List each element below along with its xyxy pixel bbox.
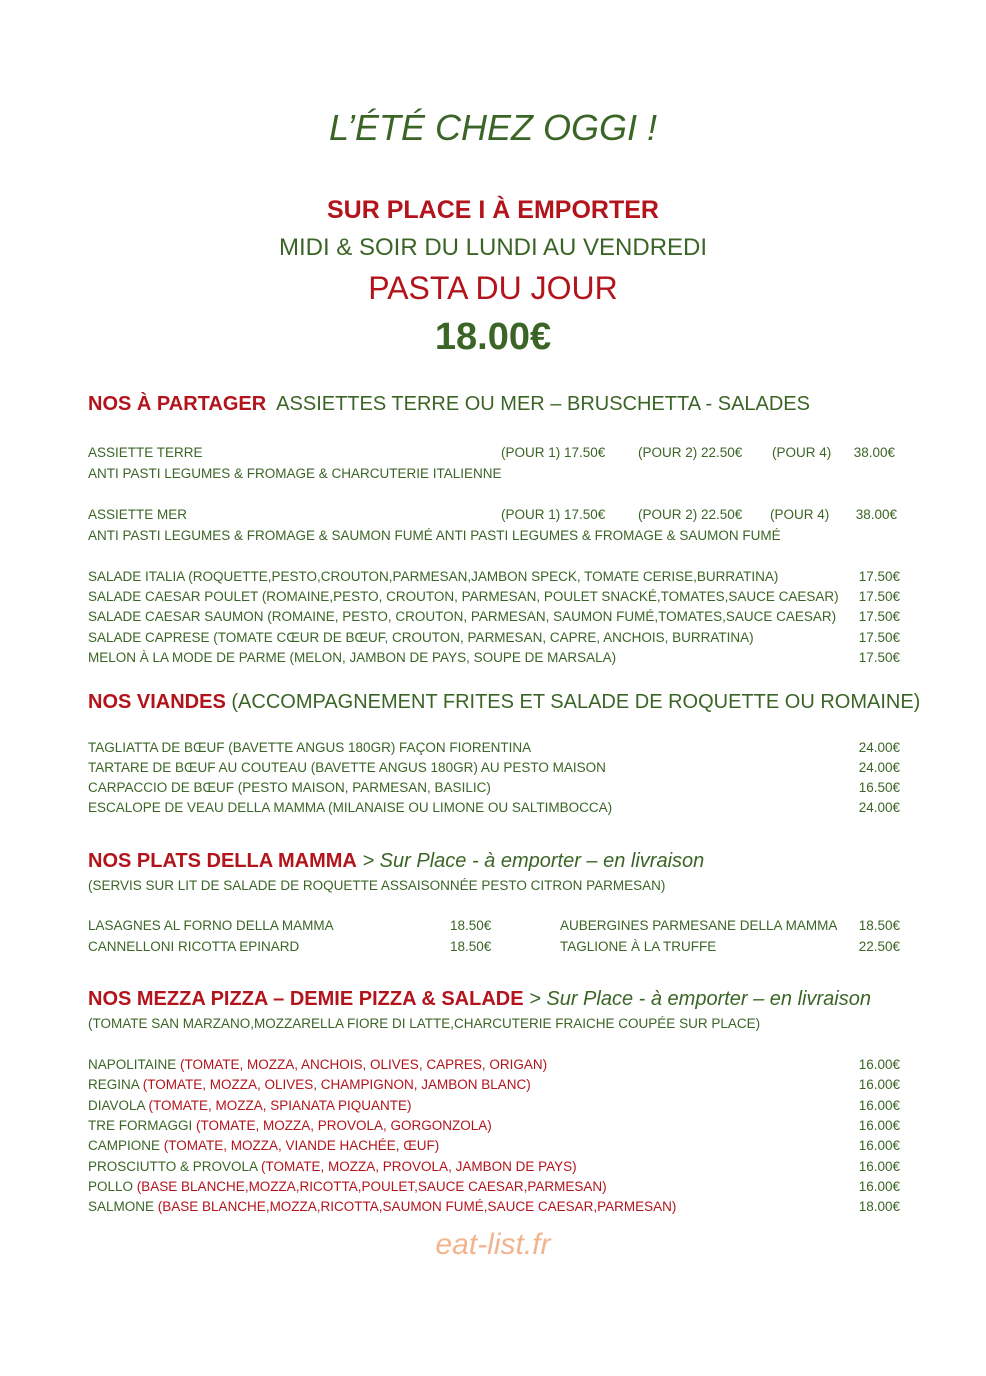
menu-item (88, 609, 900, 629)
label-pour-4: (POUR 4) (770, 507, 830, 522)
pizza-name-line (88, 1077, 531, 1092)
item-price: 18.00€ (858, 1199, 900, 1214)
menu-item (88, 760, 900, 780)
pizza-ingredients: (TOMATE, MOZZA, SPIANATA PIQUANTE) (144, 1098, 412, 1113)
price-pour-4: 38.00€ (853, 445, 895, 460)
pizza-name-line (88, 1199, 676, 1214)
item-name: SALADE CAESAR SAUMON (ROMAINE, PESTO, CROUTON, PARMESAN, SAUMON FUMÉ,TOMATES,SAUCE CAESAR) (88, 609, 837, 624)
item-price: 17.50€ (858, 569, 900, 584)
pizza-item (88, 1199, 900, 1219)
item-name: CANNELLONI RICOTTA EPINARD (88, 939, 300, 954)
item-price: 17.50€ (858, 630, 900, 645)
item-price: 18.50€ (450, 939, 492, 954)
item-price: 24.00€ (858, 800, 900, 815)
pizza-name-line (88, 1159, 577, 1174)
section-heading-mamma (88, 850, 704, 873)
watermark: eat-list.fr (435, 1228, 551, 1261)
item-name: ESCALOPE DE VEAU DELLA MAMMA (MILANAISE OU LIMONE OU SALTIMBOCCA) (88, 800, 613, 815)
item-price: 16.00€ (858, 1138, 900, 1153)
price-pour-2: (POUR 2) 22.50€ (638, 445, 743, 460)
pizza-ingredients: (TOMATE, MOZZA, PROVOLA, GORGONZOLA) (192, 1118, 492, 1133)
section-title: NOS MEZZA PIZZA – DEMIE PIZZA & SALADE (88, 988, 524, 1010)
pizza-ingredients: (BASE BLANCHE,MOZZA,RICOTTA,POULET,SAUCE CAESAR,PARMESAN) (133, 1179, 607, 1194)
pizza-item (88, 1057, 900, 1077)
item-price: 16.50€ (858, 780, 900, 795)
item-name: MELON À LA MODE DE PARME (MELON, JAMBON DE PAYS, SOUPE DE MARSALA) (88, 650, 617, 665)
pizza-item (88, 1159, 900, 1179)
pizza-ingredients: (BASE BLANCHE,MOZZA,RICOTTA,SAUMON FUMÉ,SAUCE CAESAR,PARMESAN) (154, 1199, 677, 1214)
item-price: 16.00€ (858, 1179, 900, 1194)
menu-item (88, 569, 900, 589)
item-name: TAGLIONE À LA TRUFFE (560, 939, 717, 954)
menu-item (88, 650, 900, 670)
section-subtitle: > Sur Place - à emporter – en livraison (529, 988, 871, 1010)
item-price: 22.50€ (858, 939, 900, 954)
pizza-ingredients: (TOMATE, MOZZA, ANCHOIS, OLIVES, CAPRES, ORIGAN) (176, 1057, 548, 1072)
pizza-ingredients: (TOMATE, MOZZA, VIANDE HACHÉE, ŒUF) (160, 1138, 440, 1153)
pizza-name: PROSCIUTTO & PROVOLA (88, 1159, 258, 1174)
section-subtitle: > Sur Place - à emporter – en livraison (362, 850, 705, 872)
item-name: SALADE CAESAR POULET (ROMAINE,PESTO, CROUTON, PARMESAN, POULET SNACKÉ,TOMATES,SAUCE CAESAR) (88, 589, 839, 604)
item-name: SALADE ITALIA (ROQUETTE,PESTO,CROUTON,PARMESAN,JAMBON SPECK, TOMATE CERISE,BURRATINA) (88, 569, 779, 584)
item-description: ANTI PASTI LEGUMES & FROMAGE & CHARCUTERIE ITALIENNE (88, 466, 502, 481)
item-price: 16.00€ (858, 1159, 900, 1174)
pizza-name: DIAVOLA (88, 1098, 145, 1113)
pizza-name: REGINA (88, 1077, 140, 1092)
pizza-name: SALMONE (88, 1199, 155, 1214)
item-price: 18.50€ (450, 918, 492, 933)
price-pour-1: (POUR 1) 17.50€ (501, 445, 606, 460)
price-pour-1: (POUR 1) 17.50€ (501, 507, 606, 522)
item-name: TAGLIATTA DE BŒUF (BAVETTE ANGUS 180GR) FAÇON FIORENTINA (88, 740, 532, 755)
pizza-name: POLLO (88, 1179, 134, 1194)
pizza-item (88, 1118, 900, 1138)
section-title: NOS VIANDES (88, 691, 226, 713)
item-price: 17.50€ (858, 650, 900, 665)
service-mode: SUR PLACE I À EMPORTER (327, 196, 659, 224)
menu-item (88, 800, 900, 820)
item-price: 24.00€ (858, 760, 900, 775)
pizza-name: CAMPIONE (88, 1138, 161, 1153)
pasta-du-jour-label: PASTA DU JOUR (368, 270, 618, 306)
item-description: ANTI PASTI LEGUMES & FROMAGE & SAUMON FUMÉ ANTI PASTI LEGUMES & FROMAGE & SAUMON FUMÉ (88, 528, 781, 543)
assiette-row (88, 507, 900, 527)
label-pour-4: (POUR 4) (772, 445, 832, 460)
assiette-row (88, 445, 900, 465)
pizza-name: NAPOLITAINE (88, 1057, 177, 1072)
item-price: 18.50€ (858, 918, 900, 933)
item-price: 16.00€ (858, 1118, 900, 1133)
pizza-name-line (88, 1118, 492, 1133)
pizza-item (88, 1077, 900, 1097)
menu-item (88, 780, 900, 800)
section-title: NOS PLATS DELLA MAMMA (88, 850, 357, 872)
pizza-name-line (88, 1179, 607, 1194)
item-name: SALADE CAPRESE (TOMATE CŒUR DE BŒUF, CROUTON, PARMESAN, CAPRE, ANCHOIS, BURRATINA) (88, 630, 754, 645)
pizza-name-line (88, 1098, 412, 1113)
section-subtitle: (ACCOMPAGNEMENT FRITES ET SALADE DE ROQUETTE OU ROMAINE) (231, 691, 921, 713)
item-price: 24.00€ (858, 740, 900, 755)
pizza-item (88, 1098, 900, 1118)
item-name: TARTARE DE BŒUF AU COUTEAU (BAVETTE ANGUS 180GR) AU PESTO MAISON (88, 760, 606, 775)
item-name: CARPACCIO DE BŒUF (PESTO MAISON, PARMESAN, BASILIC) (88, 780, 491, 795)
pasta-du-jour-price: 18.00€ (434, 316, 552, 358)
section-note: (TOMATE SAN MARZANO,MOZZARELLA FIORE DI LATTE,CHARCUTERIE FRAICHE COUPÉE SUR PLACE) (88, 1016, 761, 1031)
menu-item (88, 630, 900, 650)
section-note: (SERVIS SUR LIT DE SALADE DE ROQUETTE ASSAISONNÉE PESTO CITRON PARMESAN) (88, 878, 666, 893)
item-price: 17.50€ (858, 609, 900, 624)
item-price: 16.00€ (858, 1057, 900, 1072)
menu-item (88, 589, 900, 609)
pizza-name-line (88, 1057, 547, 1072)
pizza-item (88, 1179, 900, 1199)
pizza-name: TRE FORMAGGI (88, 1118, 193, 1133)
pizza-name-line (88, 1138, 439, 1153)
menu-item (88, 740, 900, 760)
section-heading-viandes (88, 691, 920, 714)
price-pour-2: (POUR 2) 22.50€ (638, 507, 743, 522)
pizza-ingredients: (TOMATE, MOZZA, OLIVES, CHAMPIGNON, JAMBON BLANC) (139, 1077, 531, 1092)
price-pour-4: 38.00€ (855, 507, 897, 522)
section-heading-partager (88, 393, 810, 416)
pizza-ingredients: (TOMATE, MOZZA, PROVOLA, JAMBON DE PAYS) (257, 1159, 577, 1174)
service-hours: MIDI & SOIR DU LUNDI AU VENDREDI (278, 234, 708, 261)
item-price: 17.50€ (858, 589, 900, 604)
pizza-item (88, 1138, 900, 1158)
item-name: ASSIETTE MER (88, 507, 188, 522)
section-title: NOS À PARTAGER (88, 393, 267, 415)
item-price: 16.00€ (858, 1077, 900, 1092)
item-name: AUBERGINES PARMESANE DELLA MAMMA (560, 918, 838, 933)
section-subtitle: ASSIETTES TERRE OU MER – BRUSCHETTA - SALADES (276, 393, 810, 415)
item-name: LASAGNES AL FORNO DELLA MAMMA (88, 918, 334, 933)
menu-title: L’ÉTÉ CHEZ OGGI ! (328, 107, 658, 148)
item-price: 16.00€ (858, 1098, 900, 1113)
section-heading-pizza (88, 988, 871, 1011)
item-name: ASSIETTE TERRE (88, 445, 203, 460)
